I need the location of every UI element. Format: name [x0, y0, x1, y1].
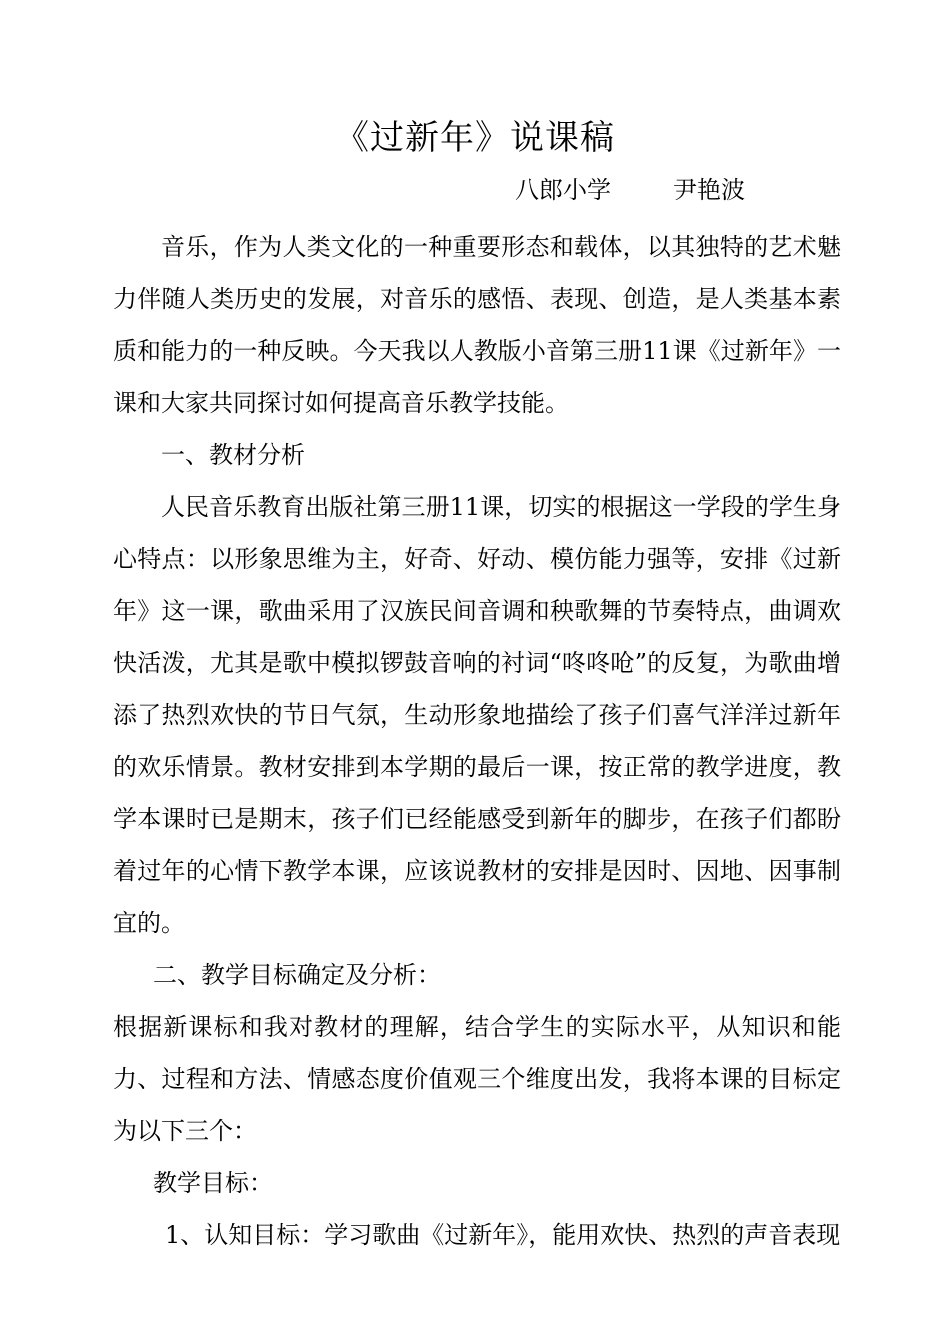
paragraph-cognitive-goal: 1、认知目标：学习歌曲《过新年》，能用欢快、热烈的声音表现 — [165, 1221, 841, 1249]
document-title: 《过新年》说课稿 — [335, 118, 615, 158]
subheading-teaching-goals: 教学目标： — [153, 1169, 273, 1197]
paragraph-goals-basis: 根据新课标和我对教材的理解，结合学生的实际水平，从知识和能力、过程和方法、情感态度价值观三个维度出发，我将本课的目标定为以下三个： — [113, 1013, 841, 1145]
document-body — [113, 221, 841, 1261]
paragraph-intro: 音乐，作为人类文化的一种重要形态和载体，以其独特的艺术魅力伴随人类历史的发展，对音乐的感悟、表现、创造，是人类基本素质和能力的一种反映。今天我以人教版小音第三册11课《过新年》一课和大家共同探讨如何提高音乐教学技能。 — [113, 233, 841, 417]
paragraph-textbook-analysis: 人民音乐教育出版社第三册11课，切实的根据这一学段的学生身心特点：以形象思维为主，好奇、好动、模仿能力强等，安排《过新年》这一课，歌曲采用了汉族民间音调和秧歌舞的节奏特点，曲调欢快活泼，尤其是歌中模拟锣鼓音响的衬词“咚咚呛”的反复，为歌曲增添了热烈欢快的节日气氛，生动形象地描绘了孩子们喜气洋洋过新年的欢乐情景。教材安排到本学期的最后一课，按正常的教学进度，教学本课时已是期末，孩子们已经能感受到新年的脚步，在孩子们都盼着过年的心情下教学本课，应该说教材的安排是因时、因地、因事制宜的。 — [113, 493, 841, 937]
school-name: 八郎小学 — [515, 176, 611, 204]
section-heading-teaching-goals: 二、教学目标确定及分析： — [153, 961, 441, 989]
byline — [515, 170, 745, 210]
author-name: 尹艳波 — [673, 176, 745, 204]
section-heading-textbook-analysis: 一、教材分析 — [161, 441, 305, 469]
